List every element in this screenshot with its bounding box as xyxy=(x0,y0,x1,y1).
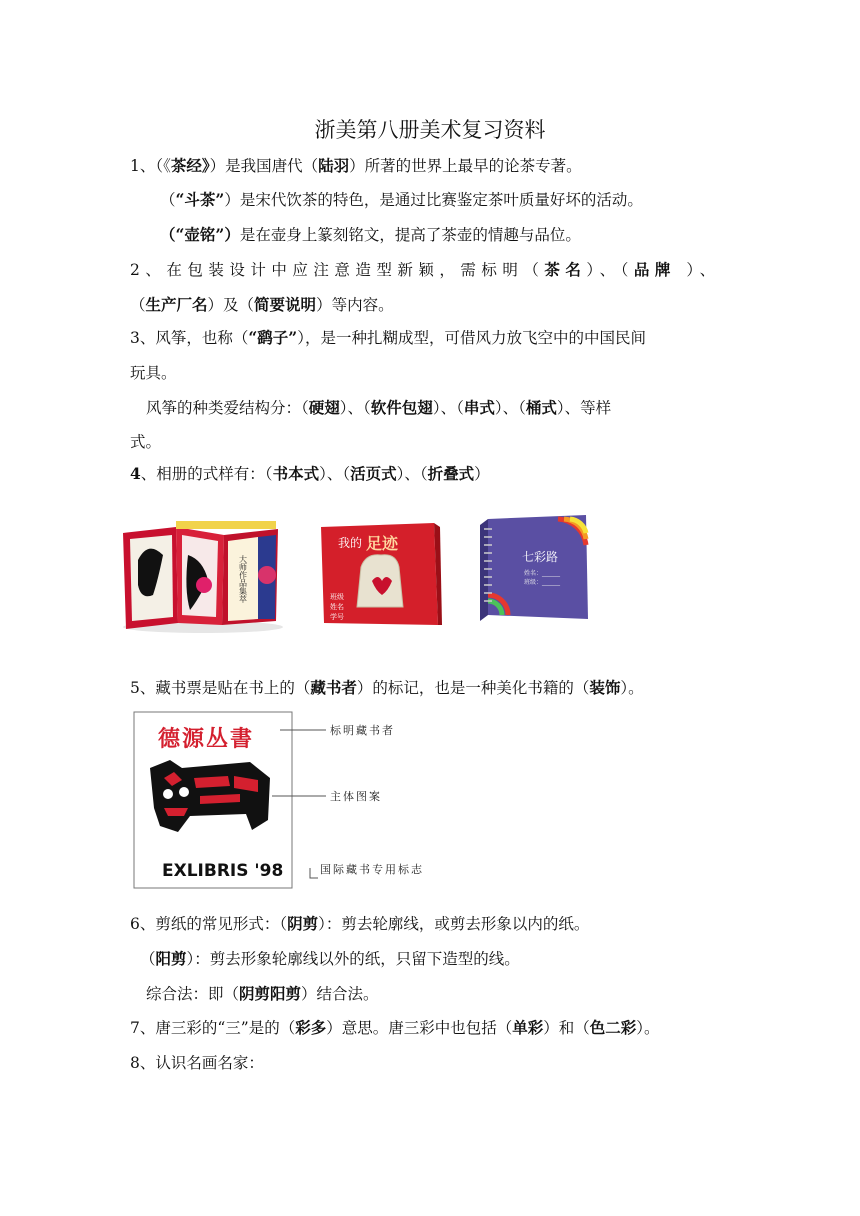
folding-album-label: 大师作品集萃 xyxy=(238,555,248,603)
q6-line-a: 6、剪纸的常见形式：（阴剪）：剪去轮廓线，或剪去形象以内的纸。 xyxy=(130,914,590,933)
folding-album-image xyxy=(123,521,283,633)
q6-line-c: 综合法：即（阴剪阳剪）结合法。 xyxy=(146,984,379,1003)
spiral-album-field-1: 姓名：______ xyxy=(524,570,561,577)
q2-line-b: （生产厂名）及（简要说明）等内容。 xyxy=(130,295,394,314)
q2-line-a: 2、在包装设计中应注意造型新颖，需标明（茶名）、（品牌 ）、 xyxy=(130,260,721,279)
bookplate-caption-pattern: 主体图案 xyxy=(330,790,382,803)
q3-line-c: 风筝的种类爱结构分：（硬翅）、（软件包翅）、（串式）、（桶式）、等样 xyxy=(146,398,612,417)
bookplate-exlibris: EXLIBRIS '98 xyxy=(162,861,284,881)
spiral-album-field-2: 班级：______ xyxy=(524,579,561,586)
q3-line-d: 式。 xyxy=(130,433,162,451)
q1-line-b: （“斗茶”）是宋代饮茶的特色，是通过比赛鉴定茶叶质量好坏的活动。 xyxy=(160,190,643,209)
q3-line-b: 玩具。 xyxy=(130,364,177,382)
spiral-album-image xyxy=(480,515,588,621)
q5-line: 5、藏书票是贴在书上的（藏书者）的标记，也是一种美化书籍的（装饰）。 xyxy=(130,678,644,697)
q7-line: 7、唐三彩的“三”是的（彩多）意思。唐三彩中也包括（单彩）和（色二彩）。 xyxy=(130,1018,660,1037)
bookplate-owner-text: 德源丛書 xyxy=(158,726,255,752)
q6-line-b: （阳剪）：剪去形象轮廓线以外的纸，只留下造型的线。 xyxy=(140,949,520,968)
q3-line-a: 3、风筝，也称（“鹞子”），是一种扎糊成型，可借风力放飞空中的中国民间 xyxy=(130,328,646,347)
book-album-field-3: 学号 xyxy=(330,613,344,621)
q8-line: 8、认识名画名家： xyxy=(130,1054,264,1072)
page-title: 浙美第八册美术复习资料 xyxy=(314,118,546,142)
q4-line: 4、相册的式样有：（书本式）、（活页式）、（折叠式） xyxy=(130,464,490,483)
spiral-album-title: 七彩路 xyxy=(522,550,559,564)
album-styles-images xyxy=(118,515,598,640)
q1-line-a: 1、（《茶经》）是我国唐代（陆羽）所著的世界上最早的论茶专著。 xyxy=(130,156,582,175)
book-album-image xyxy=(321,523,442,625)
book-album-field-1: 班级 xyxy=(330,593,344,601)
bookplate-caption-mark: 国际藏书专用标志 xyxy=(320,863,424,876)
book-album-title-b: 足迹 xyxy=(366,534,399,553)
q1-line-c: （“壶铭”）是在壶身上篆刻铭文，提高了茶壶的情趣与品位。 xyxy=(160,225,581,244)
book-album-field-2: 姓名 xyxy=(330,603,344,611)
bookplate-caption-owner: 标明藏书者 xyxy=(330,724,395,737)
book-album-title-a: 我的 xyxy=(338,536,363,550)
